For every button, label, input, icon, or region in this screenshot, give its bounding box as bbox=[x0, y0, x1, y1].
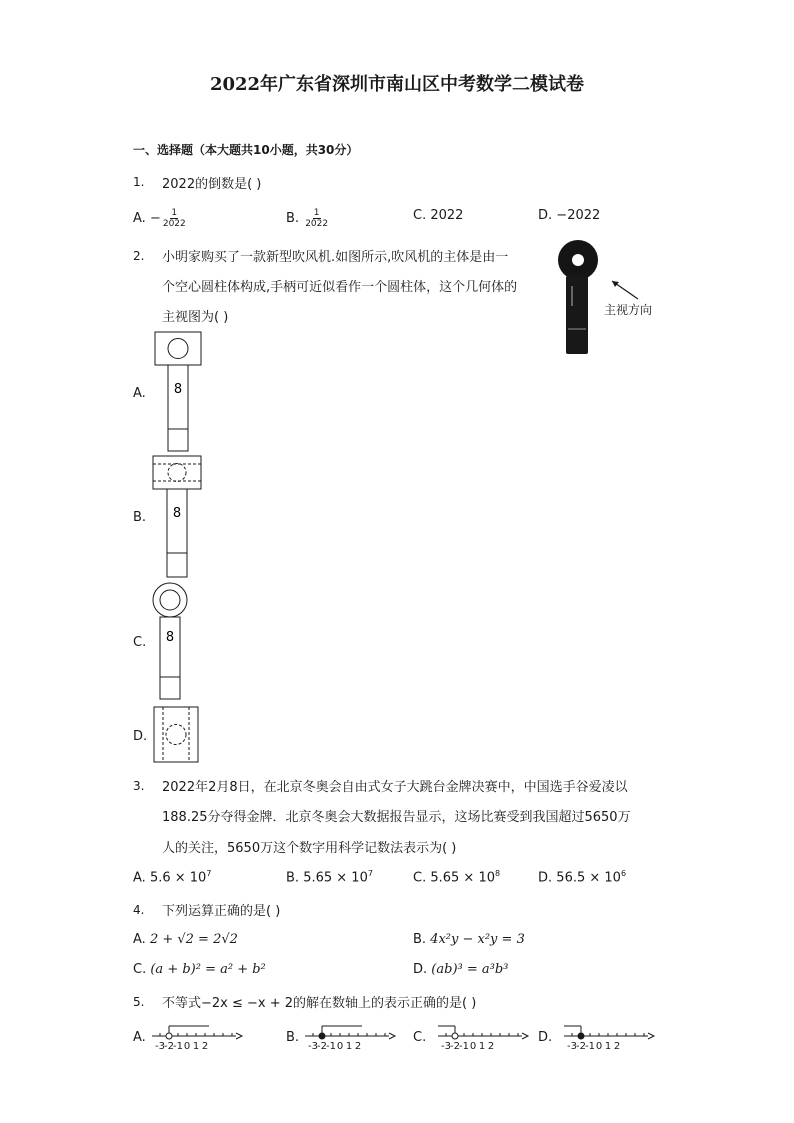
q3-option-d-mantissa: 56.5 × 10 bbox=[556, 870, 621, 886]
q1-option-d-value: −2022 bbox=[556, 208, 601, 223]
q3-option-b[interactable] bbox=[286, 869, 373, 885]
option-a-handle bbox=[168, 365, 188, 451]
q5-number-line-c bbox=[436, 1018, 531, 1054]
option-a-top-box bbox=[155, 332, 201, 365]
solution-point bbox=[166, 1033, 172, 1039]
tick-label: -1 bbox=[326, 1041, 336, 1052]
tick-label: 1 bbox=[192, 1041, 200, 1052]
q1-option-a-fraction bbox=[163, 208, 186, 229]
q1-option-c-value: 2022 bbox=[430, 208, 464, 223]
option-a-mark: 8 bbox=[173, 382, 183, 397]
q2-option-d-letter[interactable]: D. bbox=[133, 729, 148, 744]
q4-option-c-letter: C. bbox=[133, 962, 147, 977]
q1-option-a-sign: − bbox=[149, 211, 161, 226]
q1-option-a[interactable] bbox=[133, 208, 186, 229]
option-b-dashed-circle bbox=[168, 464, 186, 482]
q1-option-b-numerator: 1 bbox=[313, 208, 320, 218]
q5-number-line-a bbox=[150, 1018, 245, 1054]
q1-number: 1. bbox=[133, 175, 145, 189]
q3-option-c-mantissa: 5.65 × 10 bbox=[430, 870, 496, 886]
q5-option-d-letter[interactable]: D. bbox=[538, 1030, 553, 1045]
q3-line-1: 2022年2月8日，在北京冬奥会自由式女子大跳台金牌决赛中，中国选手谷爱凌以 bbox=[162, 780, 628, 795]
tick-label: 1 bbox=[345, 1041, 353, 1052]
q5-option-a-letter[interactable]: A. bbox=[133, 1030, 146, 1045]
q3-option-c-letter: C. bbox=[413, 870, 427, 886]
q2-option-b-figure bbox=[152, 455, 204, 579]
q1-option-c-letter: C. bbox=[413, 208, 427, 223]
q3-option-c-exponent: 8 bbox=[495, 869, 501, 878]
tick-label: 0 bbox=[336, 1041, 344, 1052]
q2-option-d-figure bbox=[153, 706, 201, 764]
tick-label: -3 bbox=[441, 1041, 451, 1052]
q4-option-a[interactable] bbox=[133, 932, 238, 947]
option-d-dashed-circle bbox=[166, 725, 186, 745]
option-b-top-box bbox=[153, 456, 201, 489]
q3-option-b-exponent: 7 bbox=[367, 869, 373, 878]
solution-point bbox=[319, 1033, 325, 1039]
q3-option-a-letter: A. bbox=[133, 870, 146, 886]
q4-option-c[interactable] bbox=[133, 962, 266, 977]
q2-line-1: 小明家购买了一款新型吹风机.如图所示,吹风机的主体是由一 bbox=[162, 250, 509, 265]
q1-option-d-letter: D. bbox=[538, 208, 553, 223]
q5-number-line-d bbox=[562, 1018, 657, 1054]
q3-option-d[interactable] bbox=[538, 869, 626, 885]
tick-label: 1 bbox=[478, 1041, 486, 1052]
dryer-handle bbox=[566, 276, 588, 354]
q3-option-b-letter: B. bbox=[286, 870, 300, 886]
tick-label: 2 bbox=[354, 1041, 362, 1052]
option-c-outer-circle bbox=[153, 583, 187, 617]
q5-stem: 不等式−2x ≤ −x + 2的解在数轴上的表示正确的是( ) bbox=[162, 996, 477, 1011]
q1-option-a-letter: A. bbox=[133, 211, 146, 226]
option-c-inner-circle bbox=[160, 590, 180, 610]
q2-number: 2. bbox=[133, 249, 145, 263]
q3-line-3: 人的关注，5650万这个数字用科学记数法表示为( ) bbox=[162, 841, 457, 856]
solution-point bbox=[578, 1033, 584, 1039]
q5-number-line-b bbox=[303, 1018, 398, 1054]
q4-option-d[interactable] bbox=[413, 962, 508, 977]
q1-option-b[interactable] bbox=[286, 208, 328, 229]
q5-option-b-letter[interactable]: B. bbox=[286, 1030, 300, 1045]
q4-option-b-expr: 4x²y − x²y = 3 bbox=[430, 932, 525, 947]
q3-option-a-exponent: 7 bbox=[206, 869, 212, 878]
axis-arrow-icon bbox=[522, 1033, 528, 1039]
tick-label: -1 bbox=[585, 1041, 595, 1052]
q4-option-c-expr: (a + b)² = a² + b² bbox=[150, 962, 266, 977]
q3-option-a-mantissa: 5.6 × 10 bbox=[149, 870, 207, 886]
option-a-circle bbox=[168, 339, 188, 359]
hair-dryer-photo bbox=[548, 236, 678, 358]
q2-line-2: 个空心圆柱体构成,手柄可近似看作一个圆柱体，这个几何体的 bbox=[162, 280, 518, 295]
q3-option-d-exponent: 6 bbox=[620, 869, 627, 878]
option-b-handle bbox=[167, 489, 187, 577]
tick-label: -1 bbox=[459, 1041, 469, 1052]
option-c-mark: 8 bbox=[165, 630, 175, 645]
tick-label: -1 bbox=[173, 1041, 183, 1052]
q1-option-b-denominator: 2022 bbox=[305, 219, 329, 229]
q5-number: 5. bbox=[133, 995, 145, 1009]
q2-option-a-figure bbox=[154, 331, 204, 453]
tick-label: 0 bbox=[183, 1041, 191, 1052]
page-title: 2022年广东省深圳市南山区中考数学二模试卷 bbox=[209, 74, 585, 95]
axis-arrow-icon bbox=[236, 1033, 242, 1039]
direction-label: 主视方向 bbox=[604, 303, 653, 317]
q4-option-d-expr: (ab)³ = a³b³ bbox=[431, 962, 509, 977]
solution-point bbox=[452, 1033, 458, 1039]
q1-option-c[interactable] bbox=[413, 208, 463, 223]
q4-number: 4. bbox=[133, 903, 145, 917]
dryer-hole bbox=[572, 254, 584, 266]
q4-option-d-letter: D. bbox=[413, 962, 428, 977]
tick-label: -2 bbox=[450, 1041, 460, 1052]
q1-option-b-fraction bbox=[305, 208, 328, 229]
section-heading: 一、选择题（本大题共10小题，共30分） bbox=[133, 143, 359, 157]
q1-option-b-letter: B. bbox=[286, 211, 300, 226]
q1-option-a-numerator: 1 bbox=[171, 208, 178, 218]
q2-option-a-letter[interactable]: A. bbox=[133, 386, 146, 401]
tick-label: 0 bbox=[469, 1041, 477, 1052]
q2-option-b-letter[interactable]: B. bbox=[133, 510, 147, 525]
axis-arrow-icon bbox=[648, 1033, 654, 1039]
option-d-box bbox=[154, 707, 198, 762]
q4-option-b[interactable] bbox=[413, 932, 525, 947]
tick-label: 2 bbox=[201, 1041, 209, 1052]
tick-label: 0 bbox=[595, 1041, 603, 1052]
tick-label: -2 bbox=[576, 1041, 586, 1052]
q4-option-b-letter: B. bbox=[413, 932, 427, 947]
q4-stem: 下列运算正确的是( ) bbox=[162, 904, 281, 919]
q3-number: 3. bbox=[133, 779, 145, 793]
q2-line-3: 主视图为( ) bbox=[162, 310, 229, 325]
tick-label: 2 bbox=[613, 1041, 621, 1052]
tick-label: 1 bbox=[604, 1041, 612, 1052]
tick-label: -3 bbox=[155, 1041, 165, 1052]
tick-label: -2 bbox=[317, 1041, 327, 1052]
q2-option-c-letter[interactable]: C. bbox=[133, 635, 147, 650]
q3-option-c[interactable] bbox=[413, 869, 500, 885]
q4-option-a-expr: 2 + √2 = 2√2 bbox=[149, 932, 238, 947]
direction-arrowhead-icon bbox=[612, 281, 619, 287]
tick-label: 2 bbox=[487, 1041, 495, 1052]
q3-line-2: 188.25分夺得金牌．北京冬奥会大数据报告显示，这场比赛受到我国超过5650万 bbox=[162, 810, 631, 825]
q3-option-d-letter: D. bbox=[538, 870, 553, 886]
q4-option-a-letter: A. bbox=[133, 932, 146, 947]
q5-option-c-letter[interactable]: C. bbox=[413, 1030, 427, 1045]
q3-option-b-mantissa: 5.65 × 10 bbox=[303, 870, 368, 886]
axis-arrow-icon bbox=[389, 1033, 395, 1039]
q2-option-c-figure bbox=[152, 581, 190, 701]
dryer-handle-band bbox=[568, 328, 586, 330]
tick-label: -2 bbox=[164, 1041, 174, 1052]
tick-label: -3 bbox=[567, 1041, 577, 1052]
q1-stem: 2022的倒数是( ) bbox=[162, 177, 262, 192]
q3-option-a[interactable] bbox=[133, 869, 211, 885]
q1-option-d[interactable] bbox=[538, 208, 600, 223]
option-b-mark: 8 bbox=[172, 506, 182, 521]
q1-option-a-denominator: 2022 bbox=[162, 219, 186, 229]
tick-label: -3 bbox=[308, 1041, 318, 1052]
